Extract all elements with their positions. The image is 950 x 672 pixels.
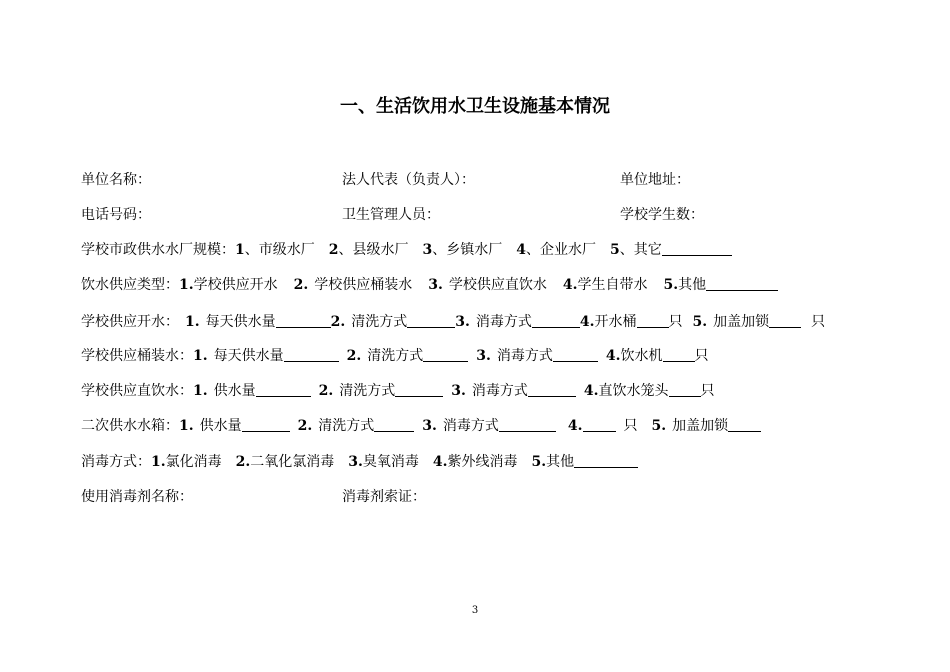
cleaning-method-blank[interactable] [395,379,443,397]
unit-label: 只 [811,314,826,330]
boiled-water-bucket-label: 开水桶 [594,314,637,330]
option-number: 3 [422,242,433,258]
bottled-water-label: 学校供应桶装水： [81,348,193,364]
unit-label: 只 [623,418,638,434]
option-number: 1. [179,277,194,293]
unit-name-label: 单位名称： [81,172,151,188]
unit-label: 只 [668,314,683,330]
disinfection-method-blank[interactable] [528,379,576,397]
option-number: 5 [610,242,620,258]
secondary-tank-label: 二次供水水箱： [81,418,179,434]
unit-address-label: 单位地址： [620,172,690,188]
option-number: 2. [318,383,334,399]
cleaning-method-label: 清洗方式 [351,314,408,330]
boiled-water-label: 学校供应开水： [81,314,179,330]
option-number: 4 [516,242,526,258]
disinfection-method-blank[interactable] [553,344,598,362]
option-uv: 紫外线消毒 [447,454,518,470]
bucket-count-blank[interactable] [637,310,669,328]
cleaning-method-label: 清洗方式 [318,418,375,434]
option-ozone: 臭氧消毒 [362,454,419,470]
option-number: 4. [567,418,583,434]
lid-lock-blank[interactable] [769,310,801,328]
page-title: 一、生活饮用水卫生设施基本情况 [340,96,610,117]
row-bottled-water [81,344,709,368]
daily-supply-blank[interactable] [276,310,331,328]
disinfection-method-label: 消毒方式 [475,314,532,330]
option-other: 其他 [546,454,575,470]
option-number: 1. [185,314,200,330]
option-number: 4. [583,383,599,399]
other-plant-blank[interactable] [662,238,732,256]
disinfection-method-blank[interactable] [499,414,556,432]
legal-rep-label: 法人代表（负责人）： [342,172,475,188]
option-own-water: 学生自带水 [577,277,648,293]
option-town-plant: 、乡镇水厂 [432,242,503,258]
row-disinfection-method [81,450,638,474]
option-number: 5. [531,454,547,470]
option-chlorine-dioxide: 二氧化氯消毒 [250,454,335,470]
option-number: 2. [235,454,251,470]
option-number: 2. [346,348,362,364]
option-number: 1. [193,348,208,364]
option-number: 3. [451,383,466,399]
option-other: 其他 [678,277,707,293]
disinfectant-name-label: 使用消毒剂名称： [81,489,193,505]
direct-faucet-label: 直饮水笼头 [598,383,669,399]
option-number: 4. [432,454,448,470]
row-direct-water [81,379,715,403]
lid-lock-blank[interactable] [728,414,761,432]
faucet-count-blank[interactable] [669,379,701,397]
option-city-plant: 、市级水厂 [244,242,315,258]
phone-label: 电话号码： [81,207,151,223]
unit-label: 只 [700,383,715,399]
option-number: 1 [235,242,245,258]
option-number: 3. [422,418,437,434]
lid-lock-label: 加盖加锁 [713,314,770,330]
tank-count-blank[interactable] [583,414,616,432]
dispenser-count-blank[interactable] [663,344,695,362]
daily-supply-label: 每天供水量 [213,348,284,364]
disinfection-method-blank[interactable] [532,310,580,328]
option-chlorination: 氯化消毒 [165,454,222,470]
option-number: 2. [330,314,346,330]
supply-type-label: 饮水供应类型： [81,277,179,293]
supply-volume-label: 供水量 [213,383,256,399]
disinfection-method-label: 消毒方式： [81,454,151,470]
daily-supply-blank[interactable] [284,344,339,362]
option-number: 4. [562,277,578,293]
option-number: 1. [193,383,208,399]
option-direct-water: 学校供应直饮水 [448,277,547,293]
row-water-plant-scale [81,238,732,262]
student-count-label: 学校学生数： [620,207,704,223]
option-number: 3. [348,454,363,470]
disinfection-method-label: 消毒方式 [442,418,499,434]
option-number: 4. [579,314,595,330]
supply-volume-blank[interactable] [242,414,290,432]
option-number: 4. [605,348,621,364]
page-number: 3 [471,605,479,616]
option-county-plant: 、县级水厂 [338,242,409,258]
health-manager-label: 卫生管理人员： [342,207,440,223]
option-boiled-water: 学校供应开水 [193,277,278,293]
other-method-blank[interactable] [574,450,638,468]
option-number: 2. [297,418,313,434]
option-number: 5. [663,277,679,293]
disinfection-method-label: 消毒方式 [496,348,553,364]
option-number: 2 [328,242,339,258]
dispenser-label: 饮水机 [620,348,663,364]
daily-supply-label: 每天供水量 [205,314,276,330]
other-type-blank[interactable] [706,273,778,291]
row-secondary-tank [81,414,761,438]
disinfectant-license-label: 消毒剂索证： [342,489,426,505]
option-number: 1. [179,418,194,434]
cleaning-method-blank[interactable] [423,344,468,362]
cleaning-method-label: 清洗方式 [339,383,396,399]
option-number: 1. [151,454,166,470]
row-supply-type [81,273,778,297]
supply-volume-label: 供水量 [199,418,242,434]
option-number: 5. [651,418,667,434]
lid-lock-label: 加盖加锁 [672,418,729,434]
option-enterprise-plant: 、企业水厂 [526,242,596,258]
water-plant-scale-label: 学校市政供水水厂规模： [81,242,235,258]
option-number: 5. [692,314,708,330]
option-other: 、其它 [619,242,662,258]
option-number: 3. [455,314,470,330]
option-bottled-water: 学校供应桶装水 [314,277,413,293]
cleaning-method-label: 清洗方式 [367,348,424,364]
cleaning-method-blank[interactable] [407,310,455,328]
option-number: 3. [476,348,491,364]
unit-label: 只 [694,348,709,364]
row-boiled-water [81,310,825,334]
supply-volume-blank[interactable] [256,379,311,397]
disinfection-method-label: 消毒方式 [471,383,528,399]
option-number: 2. [293,277,309,293]
direct-water-label: 学校供应直饮水： [81,383,193,399]
cleaning-method-blank[interactable] [374,414,414,432]
option-number: 3. [428,277,443,293]
